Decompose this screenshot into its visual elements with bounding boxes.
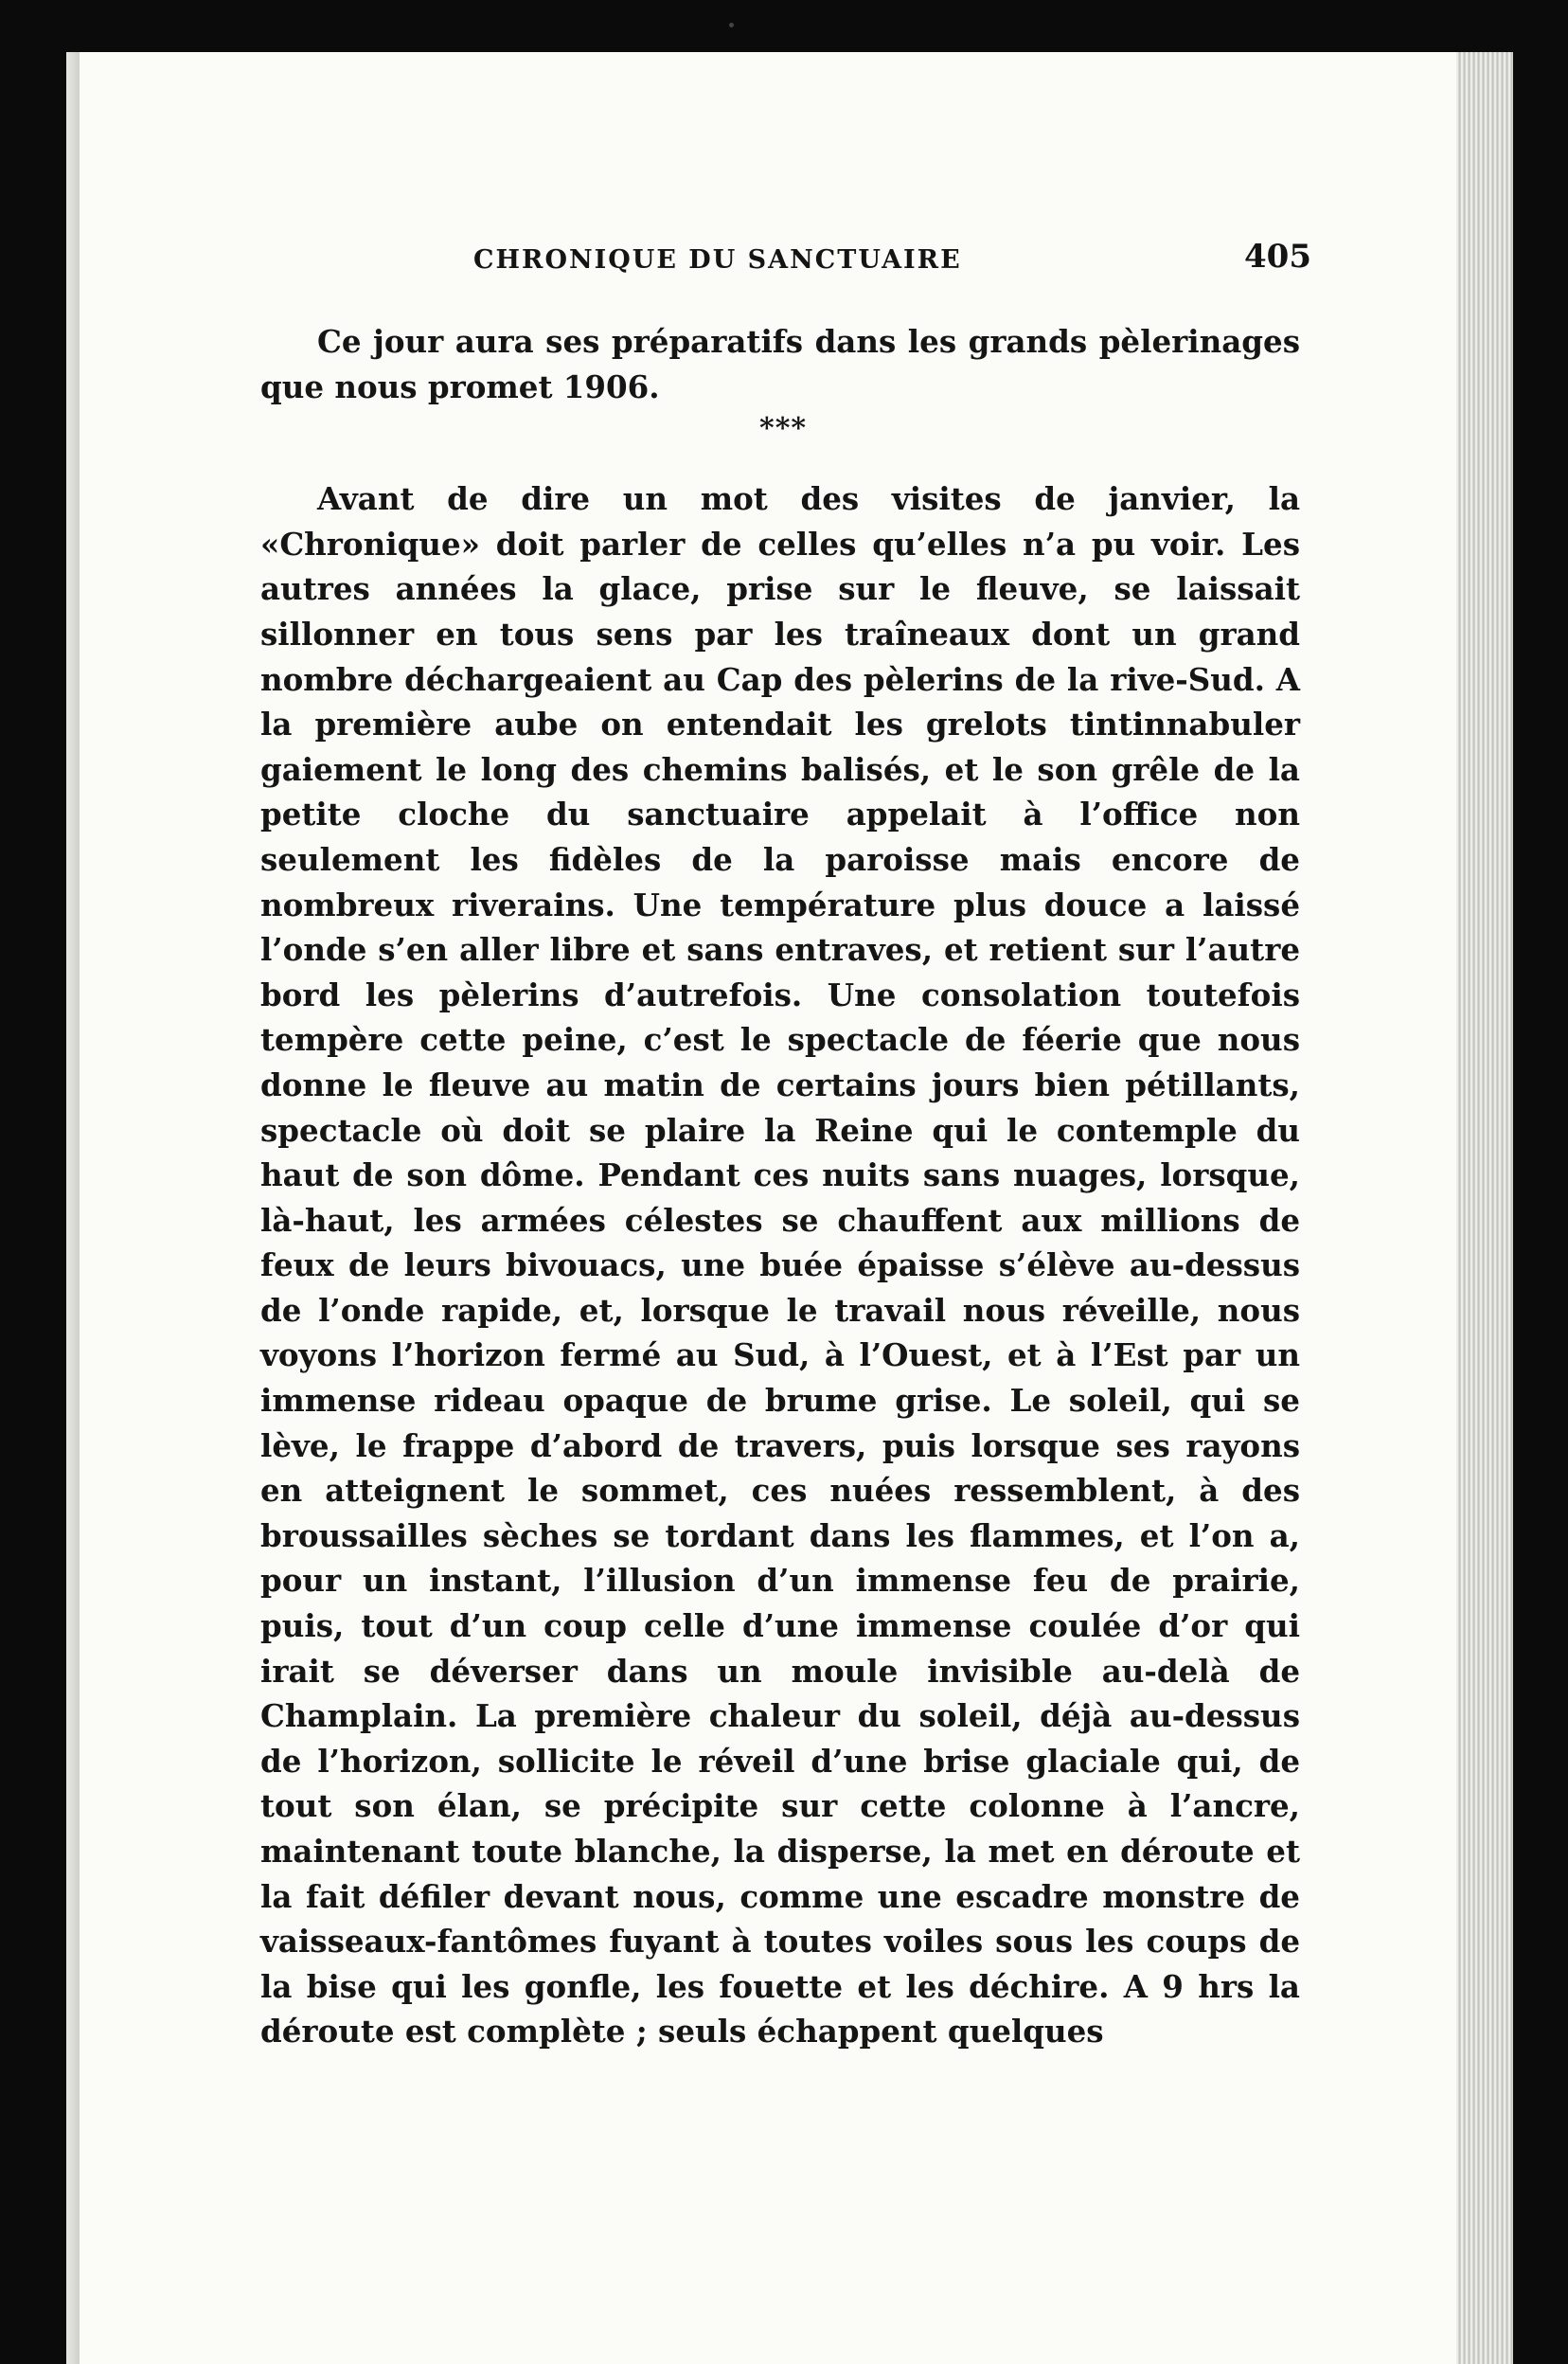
book-page (66, 52, 1513, 2364)
running-head: CHRONIQUE DU SANCTUAIRE (473, 245, 962, 275)
page-header (473, 238, 1311, 285)
page-gutter (66, 52, 80, 2364)
page-number: 405 (1244, 238, 1311, 276)
section-separator (260, 409, 1300, 476)
paragraph: Avant de dire un mot des visites de janvier, la «Chronique» doit parler de celles qu’elles n’a pu voir. Les autres années la glace, prise sur le fleuve, se laissait sillonner en tous sens par les traîneaux dont un grand nombre déchargeaient au Cap des pèlerins de la rive-Sud. A la première aube on entendait les grelots tintinnabuler gaiement le long des chemins balisés, et le son grêle de la petite cloche du sanctuaire appelait à l’office non seulement les fidèles de la paroisse mais encore de nombreux riverains. Une température plus douce a laissé l’onde s’en aller libre et sans entraves, et retient sur l’autre bord les pèlerins d’autrefois. Une consolation toutefois tempère cette peine, c’est le spectacle de féerie que nous donne le fleuve au matin de certains jours bien pétillants, spectacle où doit se plaire la Reine qui le contemple du haut de son dôme. Pendant ces nuits sans nuages, lorsque, là-haut, les armées célestes se chauffent aux millions de feux de leurs bivouacs, une buée épaisse s’élève au-dessus de l’onde rapide, et, lorsque le travail nous réveille, nous voyons l’horizon fermé au Sud, à l’Ouest, et à l’Est par un immense rideau opaque de brume grise. Le soleil, qui se lève, le frappe d’abord de travers, puis lorsque ses rayons en atteignent le sommet, ces nuées ressemblent, à des broussailles sèches se tordant dans les flammes, et l’on a, pour un instant, l’illusion d’un immense feu de prairie, puis, tout d’un coup celle d’une immense coulée d’or qui irait se déverser dans un moule invisible au-delà de Champlain. La première chaleur du soleil, déjà au-dessus de l’horizon, sollicite le réveil d’une brise glaciale qui, de tout son élan, se précipite sur cette colonne à l’ancre, maintenant toute blanche, la disperse, la met en déroute et la fait défiler devant nous, comme une escadre monstre de vaisseaux-fantômes fuyant à toutes voiles sous les coups de la bise qui les gonfle, les fouette et les déchire. A 9 hrs la déroute est complète ; seuls échappent quelques (260, 480, 1300, 2051)
scan-speck (729, 23, 734, 27)
page-edges (1456, 52, 1513, 2364)
paragraph: Ce jour aura ses préparatifs dans les grands pèlerinages que nous promet 1906. (260, 323, 1300, 405)
asterism: *** (759, 412, 808, 446)
body-text (260, 319, 1300, 2054)
